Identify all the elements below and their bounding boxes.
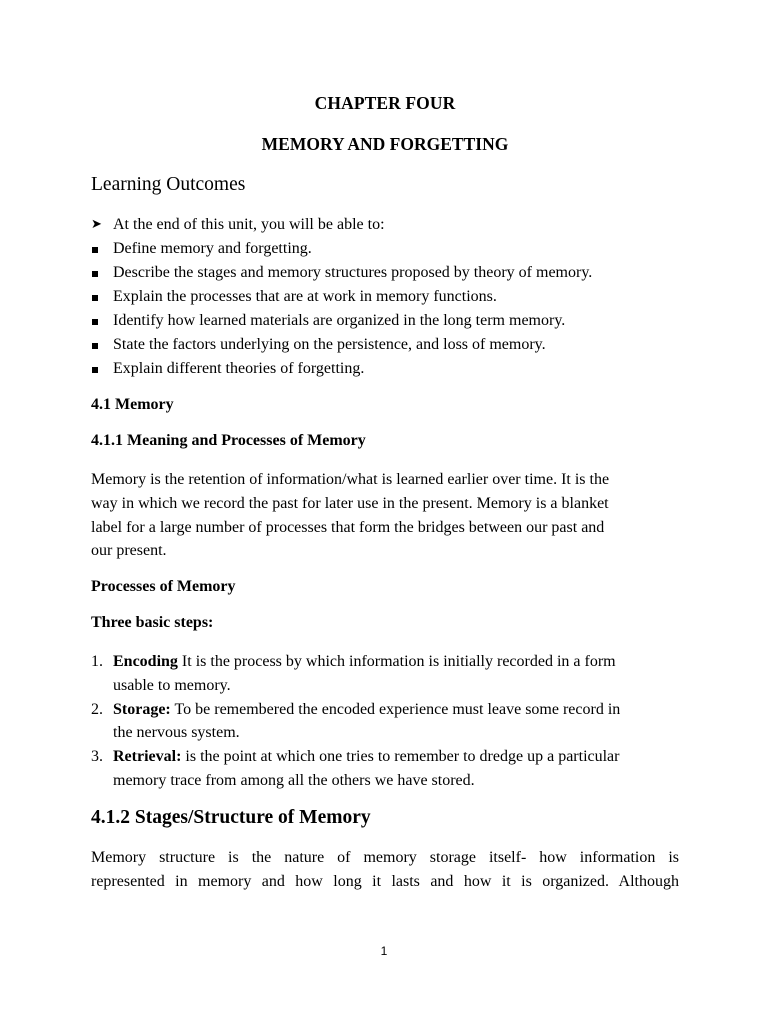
processes-heading: Processes of Memory	[91, 578, 236, 595]
step-number: 1.	[91, 653, 103, 670]
step-term: Encoding	[113, 653, 178, 670]
outcome-text: Explain the processes that are at work in memory functions.	[113, 288, 497, 305]
learning-outcomes-list	[91, 214, 592, 382]
steps-list	[91, 650, 679, 793]
chapter-subtitle: MEMORY AND FORGETTING	[261, 134, 509, 154]
square-bullet-icon	[91, 238, 105, 260]
paragraph-line: Memory is the retention of information/what is learned earlier over time. It is the	[91, 471, 610, 488]
paragraph-line: Memory structure is the nature of memory storage itself- how information is	[91, 849, 679, 866]
paragraph-line: our present.	[91, 542, 167, 560]
list-item	[91, 262, 592, 286]
square-bullet-icon	[91, 310, 105, 332]
outcome-text: State the factors underlying on the persistence, and loss of memory.	[113, 336, 546, 353]
chapter-title: CHAPTER FOUR	[314, 93, 456, 113]
list-item	[91, 310, 592, 334]
square-bullet-icon	[91, 358, 105, 380]
outcome-text: Identify how learned materials are organized in the long term memory.	[113, 312, 566, 329]
paragraph-line: way in which we record the past for later use in the present. Memory is a blanket	[91, 494, 609, 512]
step-number: 3.	[91, 748, 103, 766]
outcome-text: Explain different theories of forgetting.	[113, 360, 365, 377]
step-term: Retrieval:	[113, 748, 182, 766]
step-number: 2.	[91, 700, 103, 718]
section-heading-4-1: 4.1 Memory	[91, 396, 174, 413]
outcome-text: Describe the stages and memory structures proposed by theory of memory.	[113, 264, 593, 281]
step-text-continued: memory trace from among all the others we have stored.	[113, 771, 475, 789]
outcomes-intro: At the end of this unit, you will be able to:	[113, 216, 385, 233]
step-text: It is the process by which information is initially recorded in a form	[177, 653, 616, 670]
square-bullet-icon	[91, 334, 105, 356]
step-text: is the point at which one tries to remember to dredge up a particular	[181, 748, 620, 766]
step-text: To be remembered the encoded experience must leave some record in	[170, 700, 621, 718]
step-text-continued: usable to memory.	[113, 676, 231, 694]
list-item	[91, 650, 679, 698]
list-item	[91, 238, 592, 262]
learning-outcomes-heading: Learning Outcomes	[91, 174, 246, 195]
list-item	[91, 358, 592, 382]
memory-structure-paragraph	[91, 846, 679, 894]
list-item	[91, 286, 592, 310]
outcome-text: Define memory and forgetting.	[113, 240, 312, 257]
steps-heading: Three basic steps:	[91, 614, 214, 631]
paragraph-line: label for a large number of processes that form the bridges between our past and	[91, 518, 605, 536]
section-heading-4-1-1: 4.1.1 Meaning and Processes of Memory	[91, 432, 366, 449]
square-bullet-icon	[91, 286, 105, 308]
page-number: 1	[380, 944, 388, 958]
paragraph-line: represented in memory and how long it lasts and how it is organized. Although	[91, 872, 679, 890]
list-item	[91, 698, 679, 746]
list-item	[91, 214, 592, 238]
section-heading-4-1-2: 4.1.2 Stages/Structure of Memory	[91, 807, 371, 828]
list-item	[91, 745, 679, 793]
square-bullet-icon	[91, 262, 105, 284]
arrow-bullet-icon: ➤	[91, 217, 102, 232]
step-term: Storage:	[113, 700, 171, 718]
list-item	[91, 334, 592, 358]
memory-definition-paragraph	[91, 468, 679, 563]
step-text-continued: the nervous system.	[113, 724, 240, 742]
